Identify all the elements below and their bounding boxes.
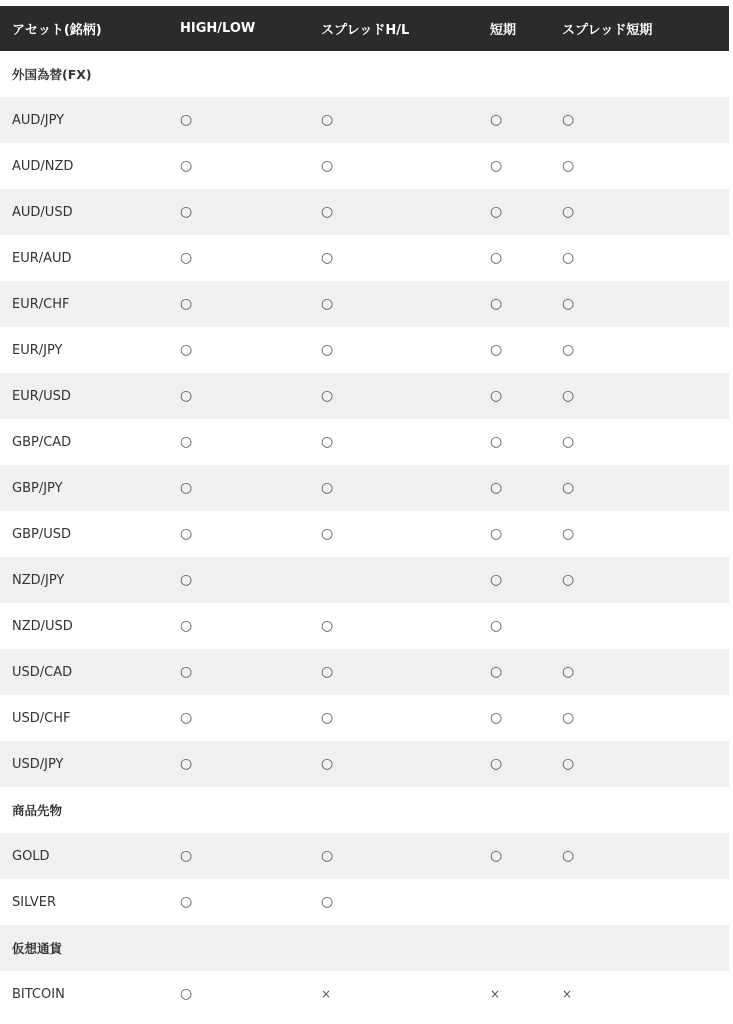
short-term-cell (478, 235, 550, 281)
available-mark: ○ (490, 433, 503, 450)
available-mark: ○ (321, 893, 334, 910)
table-row (0, 373, 729, 419)
available-mark: ○ (490, 617, 503, 634)
spread-short-term-cell (550, 695, 729, 741)
high-low-cell (168, 603, 309, 649)
table-row (0, 189, 729, 235)
table-row (0, 97, 729, 143)
short-term-cell (478, 557, 550, 603)
spread-hl-cell (309, 557, 478, 603)
table-row (0, 327, 729, 373)
spread-short-term-cell (550, 327, 729, 373)
category-label: 外国為替(FX) (12, 67, 92, 82)
available-mark: ○ (180, 157, 193, 174)
unavailable-mark: × (562, 986, 573, 1001)
header-row (0, 6, 729, 51)
short-term-cell (478, 511, 550, 557)
spread-hl-cell (309, 741, 478, 787)
available-mark: ○ (562, 341, 575, 358)
asset-name: GBP/CAD (12, 434, 72, 450)
spread-hl-cell (309, 281, 478, 327)
high-low-cell (168, 557, 309, 603)
asset-name: EUR/USD (12, 388, 71, 404)
available-mark: ○ (321, 663, 334, 680)
spread-hl-cell (309, 373, 478, 419)
available-mark: ○ (180, 203, 193, 220)
spread-hl-cell (309, 971, 478, 1017)
available-mark: ○ (180, 617, 193, 634)
asset-name: GBP/JPY (12, 480, 63, 496)
asset-name: AUD/JPY (12, 112, 65, 128)
header-high-low: HIGH/LOW (180, 21, 256, 36)
high-low-cell (168, 511, 309, 557)
table-row (0, 235, 729, 281)
spread-short-term-cell (550, 97, 729, 143)
table-row (0, 695, 729, 741)
available-mark: ○ (321, 157, 334, 174)
category-row (0, 925, 729, 971)
high-low-cell (168, 649, 309, 695)
available-mark: ○ (180, 387, 193, 404)
available-mark: ○ (180, 295, 193, 312)
available-mark: ○ (562, 663, 575, 680)
spread-short-term-cell (550, 557, 729, 603)
asset-name: EUR/AUD (12, 250, 72, 266)
available-mark: ○ (490, 663, 503, 680)
high-low-cell (168, 465, 309, 511)
table-row (0, 971, 729, 1017)
high-low-cell (168, 833, 309, 879)
high-low-cell (168, 143, 309, 189)
spread-short-term-cell (550, 833, 729, 879)
available-mark: ○ (321, 387, 334, 404)
available-mark: ○ (490, 709, 503, 726)
table-body (0, 51, 729, 1017)
asset-name: EUR/CHF (12, 296, 70, 312)
short-term-cell (478, 419, 550, 465)
short-term-cell (478, 143, 550, 189)
available-mark: ○ (562, 433, 575, 450)
spread-hl-cell (309, 833, 478, 879)
available-mark: ○ (562, 203, 575, 220)
table-row (0, 557, 729, 603)
spread-short-term-cell (550, 281, 729, 327)
asset-name: EUR/JPY (12, 342, 63, 358)
spread-hl-cell (309, 143, 478, 189)
available-mark: ○ (490, 341, 503, 358)
available-mark: ○ (562, 847, 575, 864)
short-term-cell (478, 741, 550, 787)
short-term-cell (478, 695, 550, 741)
available-mark: ○ (562, 295, 575, 312)
asset-name: USD/CAD (12, 664, 73, 680)
header-short-term: 短期 (490, 23, 517, 38)
asset-name: NZD/USD (12, 618, 73, 634)
available-mark: ○ (562, 157, 575, 174)
short-term-cell (478, 281, 550, 327)
header-asset: アセット(銘柄) (12, 23, 102, 38)
short-term-cell (478, 373, 550, 419)
high-low-cell (168, 281, 309, 327)
high-low-cell (168, 971, 309, 1017)
available-mark: ○ (321, 433, 334, 450)
asset-name: USD/CHF (12, 710, 71, 726)
category-label: 商品先物 (12, 803, 63, 818)
spread-short-term-cell (550, 971, 729, 1017)
table-row (0, 649, 729, 695)
header-spread-short-term: スプレッド短期 (562, 23, 653, 38)
spread-hl-cell (309, 419, 478, 465)
asset-table (0, 6, 729, 1017)
asset-name: AUD/NZD (12, 158, 74, 174)
available-mark: ○ (321, 709, 334, 726)
available-mark: ○ (180, 663, 193, 680)
spread-short-term-cell (550, 603, 729, 649)
spread-short-term-cell (550, 189, 729, 235)
asset-name: NZD/JPY (12, 572, 65, 588)
high-low-cell (168, 879, 309, 925)
table-row (0, 465, 729, 511)
category-label: 仮想通貨 (12, 941, 63, 956)
category-row (0, 51, 729, 97)
available-mark: ○ (490, 571, 503, 588)
available-mark: ○ (180, 111, 193, 128)
available-mark: ○ (321, 847, 334, 864)
spread-hl-cell (309, 465, 478, 511)
asset-name: GBP/USD (12, 526, 71, 542)
asset-name: USD/JPY (12, 756, 64, 772)
spread-short-term-cell (550, 373, 729, 419)
short-term-cell (478, 189, 550, 235)
available-mark: ○ (490, 157, 503, 174)
spread-short-term-cell (550, 649, 729, 695)
unavailable-mark: × (321, 986, 332, 1001)
short-term-cell (478, 971, 550, 1017)
high-low-cell (168, 327, 309, 373)
available-mark: ○ (490, 755, 503, 772)
short-term-cell (478, 97, 550, 143)
available-mark: ○ (321, 479, 334, 496)
short-term-cell (478, 603, 550, 649)
available-mark: ○ (180, 479, 193, 496)
spread-hl-cell (309, 189, 478, 235)
available-mark: ○ (180, 249, 193, 266)
available-mark: ○ (562, 479, 575, 496)
available-mark: ○ (180, 755, 193, 772)
available-mark: ○ (180, 525, 193, 542)
spread-hl-cell (309, 603, 478, 649)
available-mark: ○ (490, 249, 503, 266)
unavailable-mark: × (490, 986, 501, 1001)
spread-hl-cell (309, 235, 478, 281)
table-row (0, 879, 729, 925)
spread-short-term-cell (550, 143, 729, 189)
spread-hl-cell (309, 327, 478, 373)
available-mark: ○ (321, 295, 334, 312)
available-mark: ○ (321, 525, 334, 542)
asset-name: BITCOIN (12, 986, 65, 1002)
high-low-cell (168, 97, 309, 143)
short-term-cell (478, 833, 550, 879)
available-mark: ○ (562, 571, 575, 588)
asset-name: AUD/USD (12, 204, 73, 220)
available-mark: ○ (180, 433, 193, 450)
short-term-cell (478, 649, 550, 695)
spread-short-term-cell (550, 511, 729, 557)
spread-short-term-cell (550, 465, 729, 511)
spread-short-term-cell (550, 235, 729, 281)
available-mark: ○ (490, 525, 503, 542)
high-low-cell (168, 373, 309, 419)
spread-hl-cell (309, 879, 478, 925)
available-mark: ○ (562, 111, 575, 128)
available-mark: ○ (321, 617, 334, 634)
table-row (0, 419, 729, 465)
asset-name: GOLD (12, 848, 50, 864)
spread-hl-cell (309, 511, 478, 557)
short-term-cell (478, 879, 550, 925)
available-mark: ○ (321, 249, 334, 266)
spread-short-term-cell (550, 419, 729, 465)
available-mark: ○ (562, 525, 575, 542)
available-mark: ○ (490, 295, 503, 312)
asset-table-container (0, 6, 729, 1017)
table-header (0, 6, 729, 51)
available-mark: ○ (180, 709, 193, 726)
high-low-cell (168, 189, 309, 235)
available-mark: ○ (490, 387, 503, 404)
header-spread-hl: スプレッドH/L (321, 23, 410, 38)
available-mark: ○ (180, 847, 193, 864)
available-mark: ○ (490, 847, 503, 864)
short-term-cell (478, 465, 550, 511)
high-low-cell (168, 419, 309, 465)
available-mark: ○ (180, 341, 193, 358)
table-row (0, 281, 729, 327)
available-mark: ○ (490, 479, 503, 496)
table-row (0, 143, 729, 189)
asset-name: SILVER (12, 894, 57, 910)
spread-hl-cell (309, 695, 478, 741)
available-mark: ○ (562, 249, 575, 266)
available-mark: ○ (321, 111, 334, 128)
available-mark: ○ (562, 387, 575, 404)
high-low-cell (168, 741, 309, 787)
high-low-cell (168, 235, 309, 281)
available-mark: ○ (490, 111, 503, 128)
table-row (0, 603, 729, 649)
available-mark: ○ (321, 203, 334, 220)
available-mark: ○ (321, 341, 334, 358)
available-mark: ○ (180, 985, 193, 1002)
table-row (0, 511, 729, 557)
spread-hl-cell (309, 649, 478, 695)
available-mark: ○ (180, 893, 193, 910)
table-row (0, 833, 729, 879)
spread-short-term-cell (550, 879, 729, 925)
high-low-cell (168, 695, 309, 741)
available-mark: ○ (490, 203, 503, 220)
spread-short-term-cell (550, 741, 729, 787)
spread-hl-cell (309, 97, 478, 143)
available-mark: ○ (321, 755, 334, 772)
available-mark: ○ (180, 571, 193, 588)
available-mark: ○ (562, 709, 575, 726)
available-mark: ○ (562, 755, 575, 772)
table-row (0, 741, 729, 787)
category-row (0, 787, 729, 833)
short-term-cell (478, 327, 550, 373)
